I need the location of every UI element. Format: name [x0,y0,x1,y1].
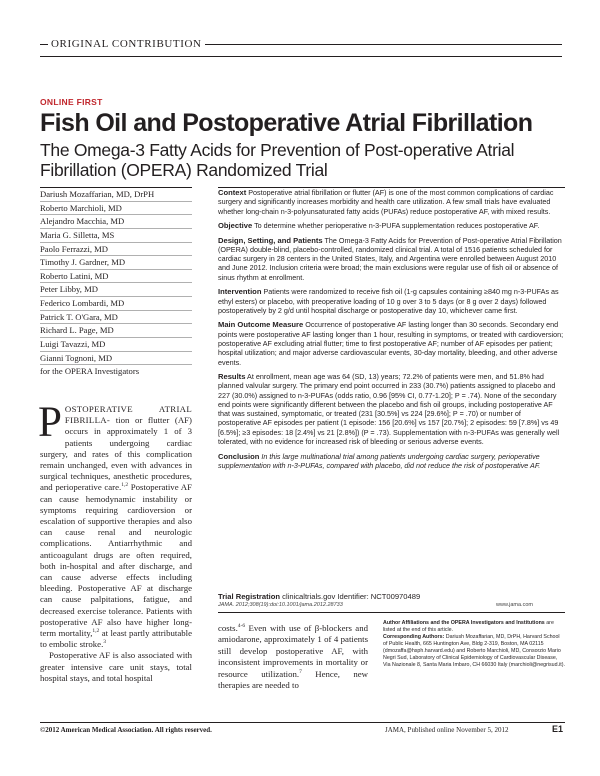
abstract-context [218,188,565,216]
abstract-design [218,236,565,282]
abstract-bottom-rule [218,612,565,613]
author-item: Timothy J. Gardner, MD [40,256,192,270]
doi-citation: JAMA. 2012;308(19):doi:10.1001/jama.2012.28733 [218,602,343,608]
body-text: tion or flutter (AF) occurs in approximately 1 of 3 patients undergoing cardiac surgery, and rates of this complication remain unchanged, even with advances in surgical techniques, anesthetic procedures, and perioperative care. [40,415,192,493]
journal-citation: JAMA, Published online November 5, 2012 [385,726,509,734]
author-item: for the OPERA Investigators [40,366,140,377]
abstract-intervention [218,287,565,315]
body-paragraph-2: Postoperative AF is also associated with greater intensive care unit stays, total hospital stays, and total hospital [40,650,192,683]
author-item: Richard L. Page, MD [40,324,192,338]
author-affiliations [383,620,565,669]
author-item: Patrick T. O'Gara, MD [40,311,192,325]
abstract-text: Patients were randomized to receive fish oil (1-g capsules containing ≥840 mg n-3-PUFAs as ethyl esters) or placebo, with preoperative loading of 10 g over 3 to 5 days (or 8 g over 2 days) followed postoperatively by 2 g/d until hospital discharge or postoperative day 10, whichever came first. [218,287,559,315]
affiliations-heading: Author Affiliations and the OPERA Investigators and Institutions [383,620,545,626]
author-item: Peter Libby, MD [40,283,192,297]
section-label: ORIGINAL CONTRIBUTION [48,38,205,50]
citation: 1,2 [121,482,129,489]
body-text: Even with use of β-blockers and amiodarone, approximately 1 of 4 patients still develop postoperative AF, with inconsistent improvements in mortality or resource utilization. [218,623,368,679]
abstract-heading: Intervention [218,287,262,297]
abstract-heading: Conclusion [218,451,260,461]
body-text: costs. [218,623,238,633]
author-item: Roberto Marchioli, MD [40,202,192,216]
copyright-notice: ©2012 American Medical Association. All rights reserved. [40,726,212,734]
body-text-left [38,399,193,684]
abstract-text: The Omega-3 Fatty Acids for Prevention of Post-operative Atrial Fibrillation (OPERA) double-blind, placebo-controlled, randomized clinical trial. A total of 1516 patients scheduled for cardiac surgery in 28 centers in the United States, Italy, and Argentina were enrolled between August 2010 and June 2012. Inclusion criteria were broad; the main exclusions were regular use of fish oil or absence of sinus rhythm at enrollment. [218,235,562,282]
corresponding-text: Dariush Mozaffarian, MD, DrPH, Harvard School of Public Health, 665 Huntington Ave, Bldg 2-319, Boston, MA 02115 (dmozaffa@hsph.harvard.edu) and Roberto Marchioli, MD, Consorzio Mario Negri Sud, Laboratory of Clinical Epidemiology of Cardiovascular Disease, Via Nazionale 8, Santa Maria Imbaro, CH 66030 Italy (marchioli@negrisud.it). [383,634,565,668]
abstract-heading: Design, Setting, and Patients [218,235,323,245]
author-item: Luigi Tavazzi, MD [40,338,192,352]
abstract-objective [218,221,565,230]
body-text: at least partly attributable to embolic stroke. [40,628,193,650]
author-item: Dariush Mozaffarian, MD, DrPH [40,188,192,202]
article-title: Fish Oil and Postoperative Atrial Fibrillation [40,109,533,137]
body-text-middle [218,623,368,691]
abstract-text: Postoperative atrial fibrillation or flutter (AF) is one of the most common complications of cardiac surgery and significantly increases morbidity and health care utilization. A few small trials have evaluated whether long-chain n-3-polyunsaturated fatty acids (PUFAs) reduce postoperative AF, with mixed results. [218,188,554,216]
trial-registration-id: clinicaltrials.gov Identifier: NCT00970489 [282,592,421,601]
citation: 3 [103,639,107,646]
citation: 7 [299,668,302,675]
corresponding-heading: Corresponding Authors: [383,634,445,640]
citation: 4-6 [237,623,246,630]
section-rule-bottom [40,56,562,57]
abstract-heading: Results [218,371,246,381]
online-first-label: ONLINE FIRST [40,97,103,107]
abstract-results [218,372,565,446]
trial-registration [218,592,565,601]
citation: 1,2 [92,628,100,635]
author-item: Roberto Latini, MD [40,270,192,284]
abstract-conclusion [218,452,565,471]
abstract-text: Occurrence of postoperative AF lasting longer than 30 seconds. Secondary end points were postoperative AF lasting longer than 1 hour, resulting in symptoms, or treated with cardioversion; postoperative AF excluding atrial flutter; time to first postoperative AF; number of AF episodes per patient; hospital utilization; and major adverse cardiovascular events, 30-day mortality, bleeding, and other adverse events. [218,320,564,367]
abstract-text: To determine whether perioperative n-3-PUFA supplementation reduces postoperative AF. [254,221,540,231]
corresponding-authors [383,634,565,669]
abstract-outcome [218,320,565,366]
author-item: Gianni Tognoni, MD [40,352,192,366]
trial-registration-heading: Trial Registration [218,592,281,601]
body-text: Postoperative AF can cause hemodynamic instability or symptoms requiring cardioversion or escalation of supportive therapies and also can cause renal and neurologic complications. Antiarrhythmic and anticoagulant drugs are often required, both in-hospital and after discharge, and can cause adverse effects including bleeding. Postoperative AF at discharge can cause palpitations, fatigue, and decreased exercise tolerance. Patients with postoperative AF also have higher long-term mortality, [40,482,192,639]
abstract [218,188,565,475]
abstract-text: At enrollment, mean age was 64 (SD, 13) years; 72.2% of patients were men, and 51.8% had planned valvular surgery. The primary end point occurred in 233 (30.7%) patients assigned to placebo and 227 (30.0%) assigned to n-3-PUFAs (odds ratio, 0.96 [95% CI, 0.77-1.20]; P = .74). None of the secondary end points were significantly different between the placebo and fish oil groups, including postoperative AF that was sustained, symptomatic, or treated (231 [30.5%] vs 224 [29.6%]; P = .70) or number of postoperative AF episodes per patient (1 episode: 156 [20.6%] vs 157 [20.7%]; 2 episodes: 59 [7.8%] vs 49 [6.5%]; ≥3 episodes: 18 [2.4%] vs 21 [2.8%]) (P = .73). Supplementation with n-3-PUFAs was generally well tolerated, with no evidence for increased risk of bleeding or serious adverse events. [218,371,560,447]
section-header [40,38,562,58]
author-item: Maria G. Silletta, MS [40,229,192,243]
lead-smallcaps: OSTOPERATIVE ATRIAL FIBRILLA- [64,404,192,426]
affiliations-note [383,620,565,634]
drop-cap: P [38,399,62,446]
affiliations-text: are listed at the end of this article. [383,620,554,633]
abstract-heading: Context [218,188,247,197]
footer-rule [40,722,565,723]
author-item: Federico Lombardi, MD [40,297,192,311]
author-list [40,188,192,379]
body-paragraph-1 [38,399,193,650]
abstract-text: In this large multinational trial among patients undergoing cardiac surgery, perioperative supplementation with n-3-PUFAs, compared with placebo, did not reduce the risk of postoperative AF. [218,451,541,470]
body-text: Hence, new therapies are needed to [218,668,368,691]
abstract-heading: Main Outcome Measure [218,320,304,330]
page-number: E1 [552,724,564,734]
abstract-heading: Objective [218,221,253,231]
article-subtitle: The Omega-3 Fatty Acids for Prevention of Post-operative Atrial Fibrillation (OPERA) Randomized Trial [40,140,515,180]
author-item: Alejandro Macchia, MD [40,215,192,229]
author-item: Paolo Ferrazzi, MD [40,243,192,257]
journal-website-link[interactable]: www.jama.com [496,602,533,608]
